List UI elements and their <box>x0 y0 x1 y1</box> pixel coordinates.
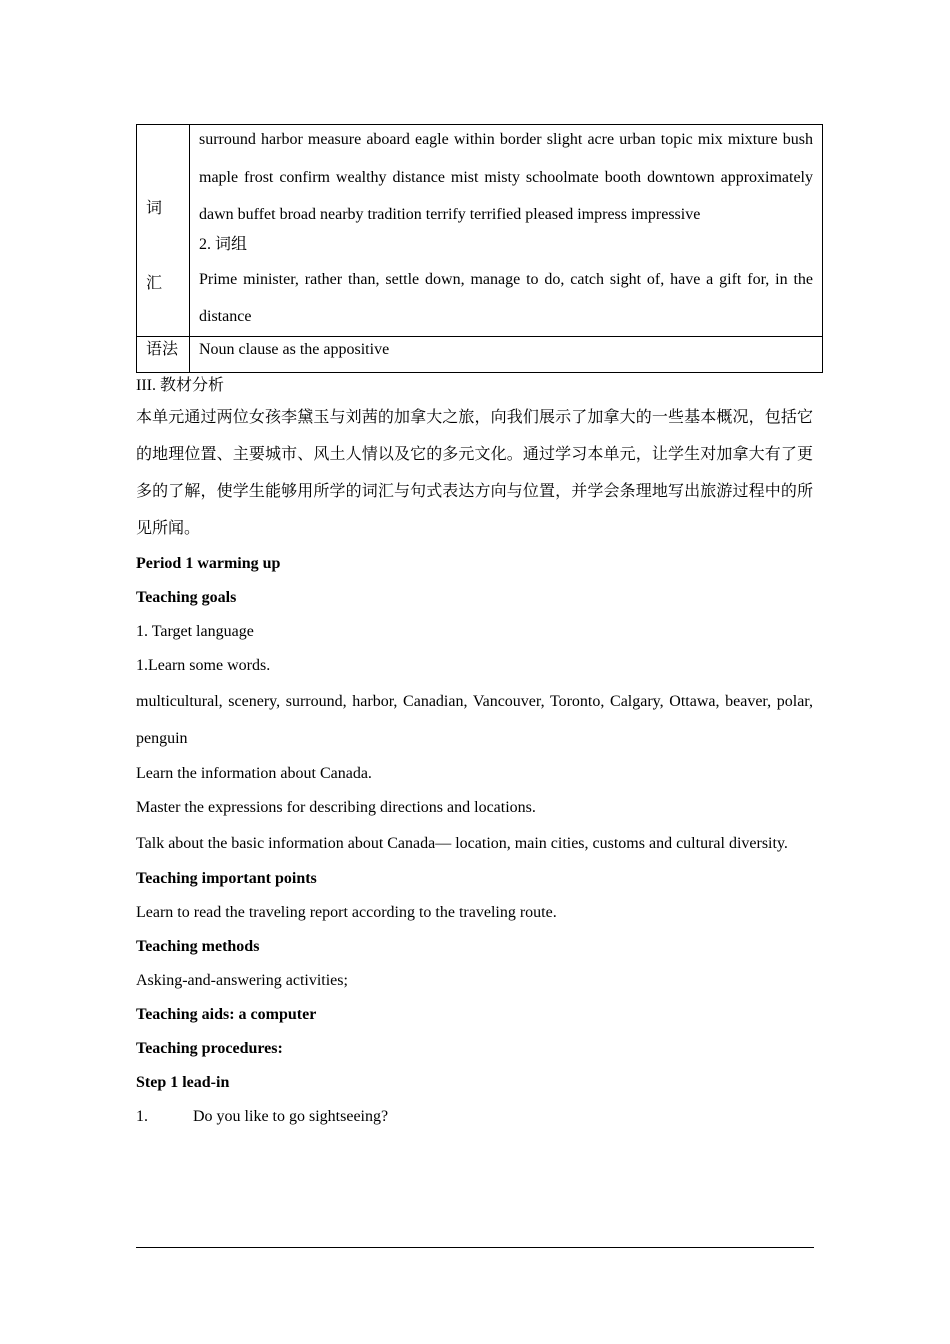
word-list: surround harbor measure aboard eagle within border slight acre urban topic mix mixture bush maple frost confirm wealthy distance mist misty schoolmate booth downtown approximately dawn buffet broad nearby tradition terrify terrified pleased impress impressive <box>199 131 813 223</box>
list-item-number: 1. <box>136 1107 148 1125</box>
procedures-heading: Teaching procedures: <box>136 1039 283 1057</box>
grammar-label-cell <box>137 336 190 372</box>
vocab-label-cell <box>137 125 190 337</box>
grammar-text: Noun clause as the appositive <box>199 340 390 358</box>
learn-info: Learn the information about Canada. <box>136 764 372 782</box>
footer-divider <box>136 1247 814 1248</box>
master-expressions: Master the expressions for describing directions and locations. <box>136 798 536 816</box>
vocab-table <box>136 124 823 373</box>
vocab-label-top: 词 <box>146 200 163 217</box>
list-item-text: Do you like to go sightseeing? <box>193 1107 389 1125</box>
methods-heading: Teaching methods <box>136 937 260 955</box>
table-row-vocabulary <box>137 125 823 337</box>
vocab-label-bottom: 汇 <box>146 275 163 292</box>
target-language: 1. Target language <box>136 622 254 640</box>
grammar-label: 语法 <box>146 340 179 358</box>
learn-words: 1.Learn some words. <box>136 656 271 674</box>
section-heading: III. 教材分析 <box>136 376 224 394</box>
grammar-content-cell <box>190 336 823 372</box>
table-row-grammar <box>137 336 823 372</box>
vocab-content-cell <box>190 125 823 337</box>
phrases-heading: 2. 词组 <box>199 235 248 253</box>
phrases-list: Prime minister, rather than, settle down, manage to do, catch sight of, have a gift for, in the distance <box>199 270 813 325</box>
important-points-heading: Teaching important points <box>136 869 317 887</box>
important-points-text: Learn to read the traveling report according to the traveling route. <box>136 903 557 921</box>
document-page <box>136 124 813 1134</box>
goals-heading: Teaching goals <box>136 588 237 606</box>
word-list-paragraph: multicultural, scenery, surround, harbor, Canadian, Vancouver, Toronto, Calgary, Ottawa, beaver, polar, penguin <box>136 692 813 747</box>
analysis-paragraph: 本单元通过两位女孩李黛玉与刘茜的加拿大之旅，向我们展示了加拿大的一些基本概况，包括它的地理位置、主要城市、风土人情以及它的多元文化。通过学习本单元，让学生对加拿大有了更多的了解，使学生能够用所学的词汇与句式表达方向与位置，并学会条理地写出旅游过程中的所见所闻。 <box>136 408 813 537</box>
list-item <box>136 1100 813 1134</box>
methods-text: Asking-and-answering activities; <box>136 971 348 989</box>
period-title: Period 1 warming up <box>136 554 281 572</box>
talk-about: Talk about the basic information about Canada— location, main cities, customs and cultural diversity. <box>136 834 788 852</box>
aids-heading: Teaching aids: a computer <box>136 1005 317 1023</box>
step1-heading: Step 1 lead-in <box>136 1073 230 1091</box>
